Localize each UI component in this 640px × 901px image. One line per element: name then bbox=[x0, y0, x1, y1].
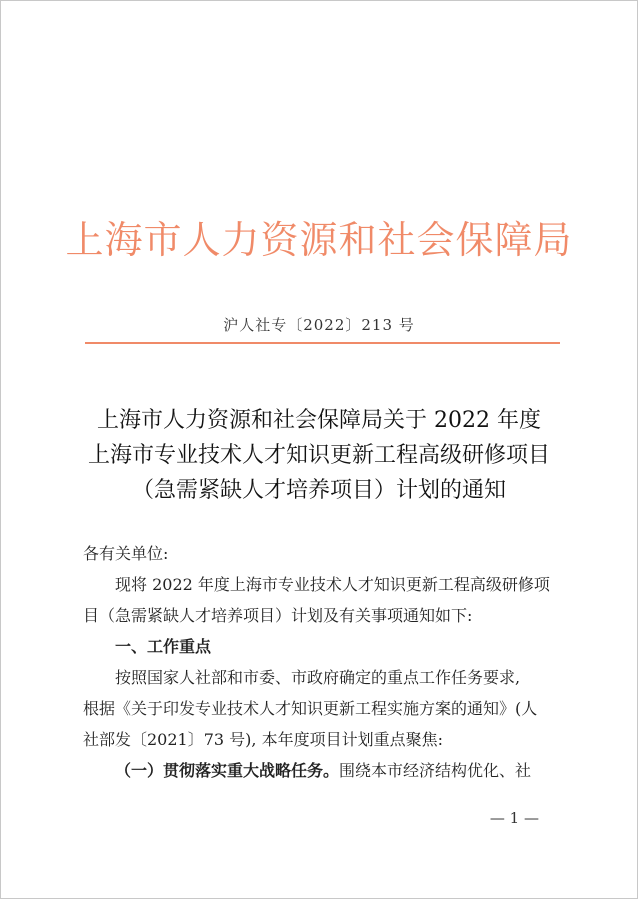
paragraph-2-line-2: 根据《关于印发专业技术人才知识更新工程实施方案的通知》(人 bbox=[83, 699, 538, 718]
title-line-1: 上海市人力资源和社会保障局关于 2022 年度 bbox=[97, 408, 541, 433]
notice-title bbox=[1, 403, 637, 508]
body-content bbox=[83, 538, 561, 786]
document-number: 沪人社专〔2022〕213 号 bbox=[223, 316, 415, 334]
title-line-2: 上海市专业技术人才知识更新工程高级研修项目 bbox=[87, 443, 550, 468]
paragraph-1-line-2: 目（急需紧缺人才培养项目）计划及有关事项通知如下: bbox=[83, 606, 473, 625]
title-line-3: （急需紧缺人才培养项目）计划的通知 bbox=[131, 478, 506, 503]
page-number: — 1 — bbox=[489, 809, 539, 827]
item-1-line bbox=[83, 755, 561, 786]
section-heading: 一、工作重点 bbox=[115, 637, 212, 656]
item-1-label: （一）贯彻落实重大战略任务。 bbox=[115, 761, 340, 780]
header-divider bbox=[85, 342, 560, 344]
salutation: 各有关单位: bbox=[83, 544, 169, 563]
paragraph-2-line-1: 按照国家人社部和市委、市政府确定的重点工作任务要求, bbox=[115, 668, 521, 687]
paragraph-2-line-3: 社部发〔2021〕73 号), 本年度项目计划重点聚焦: bbox=[83, 730, 443, 749]
agency-header: 上海市人力资源和社会保障局 bbox=[65, 218, 573, 262]
item-1-text: 围绕本市经济结构优化、社 bbox=[339, 761, 532, 780]
paragraph-1-line-1: 现将 2022 年度上海市专业技术人才知识更新工程高级研修项 bbox=[115, 575, 550, 594]
